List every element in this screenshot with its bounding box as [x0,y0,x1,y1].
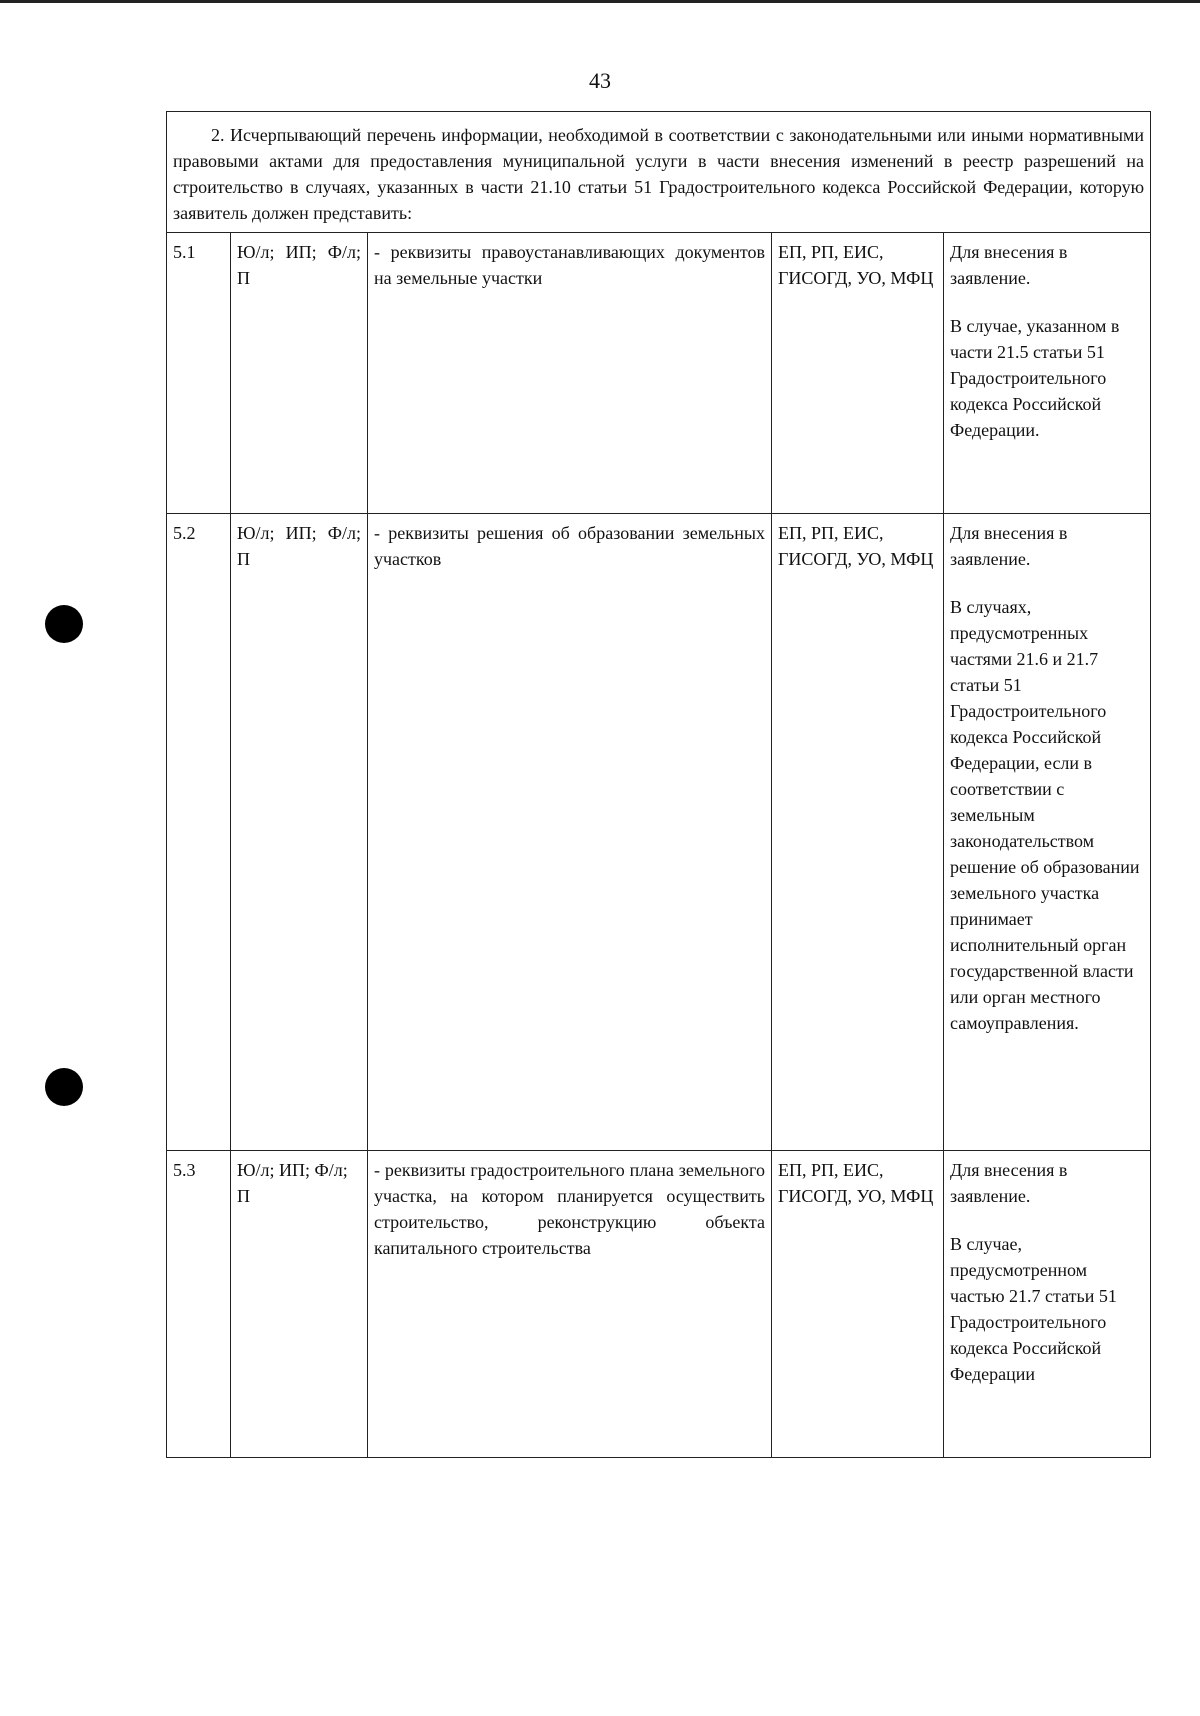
table-intro-row [167,112,1151,233]
applicant-types: Ю/л; ИП; Ф/л; П [231,514,368,1151]
punch-hole-top [45,605,83,643]
submission-channels: ЕП, РП, ЕИС, ГИСОГД, УО, МФЦ [772,233,944,514]
usage-note-purpose: Для внесения в заявление. [950,242,1068,288]
usage-note-cell [944,514,1151,1151]
section-intro-text: 2. Исчерпывающий перечень информации, необходимой в соответствии с законодательными или иными нормативными правовыми актами для предоставления муниципальной услуги в части внесения изменений в реестр разрешений на строительство в случаях, указанных в части 21.10 статьи 51 Градостроительного кодекса Российской Федерации, которую заявитель должен представить: [173,125,1145,223]
document-description: - реквизиты правоустанавливающих документов на земельные участки [368,233,772,514]
top-border-line [0,0,1200,3]
usage-note-purpose: Для внесения в заявление. [950,1160,1068,1206]
row-number: 5.2 [167,514,231,1151]
submission-channels: ЕП, РП, ЕИС, ГИСОГД, УО, МФЦ [772,514,944,1151]
row-number: 5.1 [167,233,231,514]
row-number: 5.3 [167,1151,231,1458]
applicant-types: Ю/л; ИП; Ф/л; П [231,233,368,514]
submission-channels: ЕП, РП, ЕИС, ГИСОГД, УО, МФЦ [772,1151,944,1458]
table-row [167,1151,1151,1458]
table-row [167,233,1151,514]
usage-note-cell [944,1151,1151,1458]
document-description: - реквизиты градостроительного плана земельного участка, на котором планируется осуществить строительство, реконструкцию объекта капитального строительства [368,1151,772,1458]
document-description: - реквизиты решения об образовании земельных участков [368,514,772,1151]
documents-table [166,111,1151,1458]
page-number: 43 [589,68,611,93]
applicant-types: Ю/л; ИП; Ф/л; П [231,1151,368,1458]
usage-note-purpose: Для внесения в заявление. [950,523,1068,569]
usage-note-condition: В случае, указанном в части 21.5 статьи 51 Градостроительного кодекса Российской Федерации. [950,316,1120,440]
punch-hole-bottom [45,1068,83,1106]
usage-note-condition: В случаях, предусмотренных частями 21.6 и 21.7 статьи 51 Градостроительного кодекса Российской Федерации, если в соответствии с земельным законодательством решение об образовании земельного участка принимает исполнительный орган государственной власти или орган местного самоуправления. [950,597,1140,1033]
usage-note-condition: В случае, предусмотренном частью 21.7 статьи 51 Градостроительного кодекса Российской Федерации [950,1234,1117,1384]
section-intro-cell [167,112,1151,233]
table-row [167,514,1151,1151]
usage-note-cell [944,233,1151,514]
